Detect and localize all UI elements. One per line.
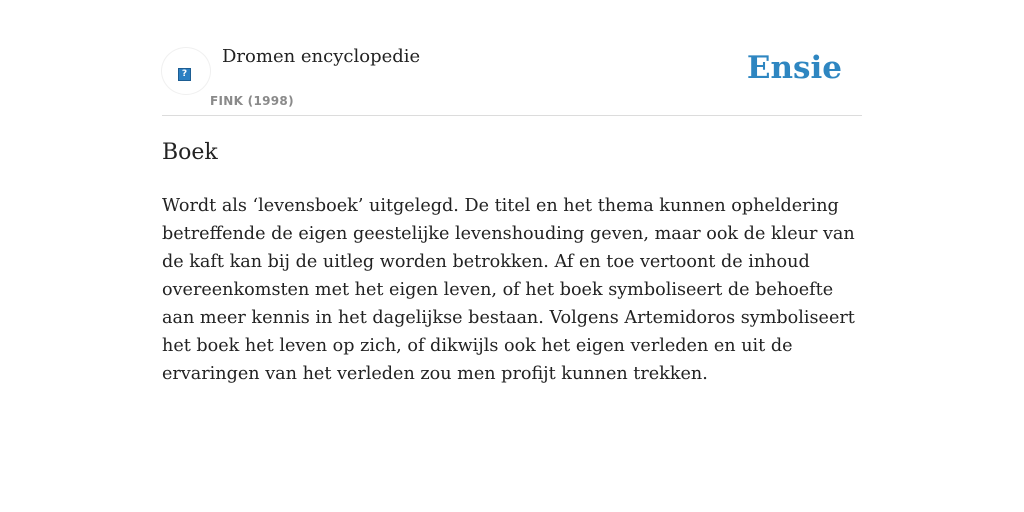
entry-header bbox=[162, 44, 862, 116]
book-title[interactable]: Dromen encyclopedie bbox=[222, 46, 421, 67]
book-source: FINK (1998) bbox=[210, 94, 294, 108]
book-cover-icon[interactable] bbox=[162, 48, 210, 94]
entry-body: Wordt als ‘levensboek’ uitgelegd. De titel en het thema kunnen opheldering betreffende de eigen geestelijke levenshouding geven, maar ook de kleur van de kaft kan bij de uitleg worden betrokken. Af en toe vertoont de inhoud overeenkomsten met het eigen leven, of het boek symboliseert de behoefte aan meer kennis in het dagelijkse bestaan. Volgens Artemidoros symboliseert het boek het leven op zich, of dikwijls ook het eigen verleden en uit de ervaringen van het verleden zou men profijt kunnen trekken. bbox=[162, 196, 855, 384]
entry-title: Boek bbox=[162, 140, 218, 165]
question-mark-icon: ? bbox=[178, 68, 191, 81]
ensie-logo[interactable]: Ensie bbox=[746, 50, 842, 86]
